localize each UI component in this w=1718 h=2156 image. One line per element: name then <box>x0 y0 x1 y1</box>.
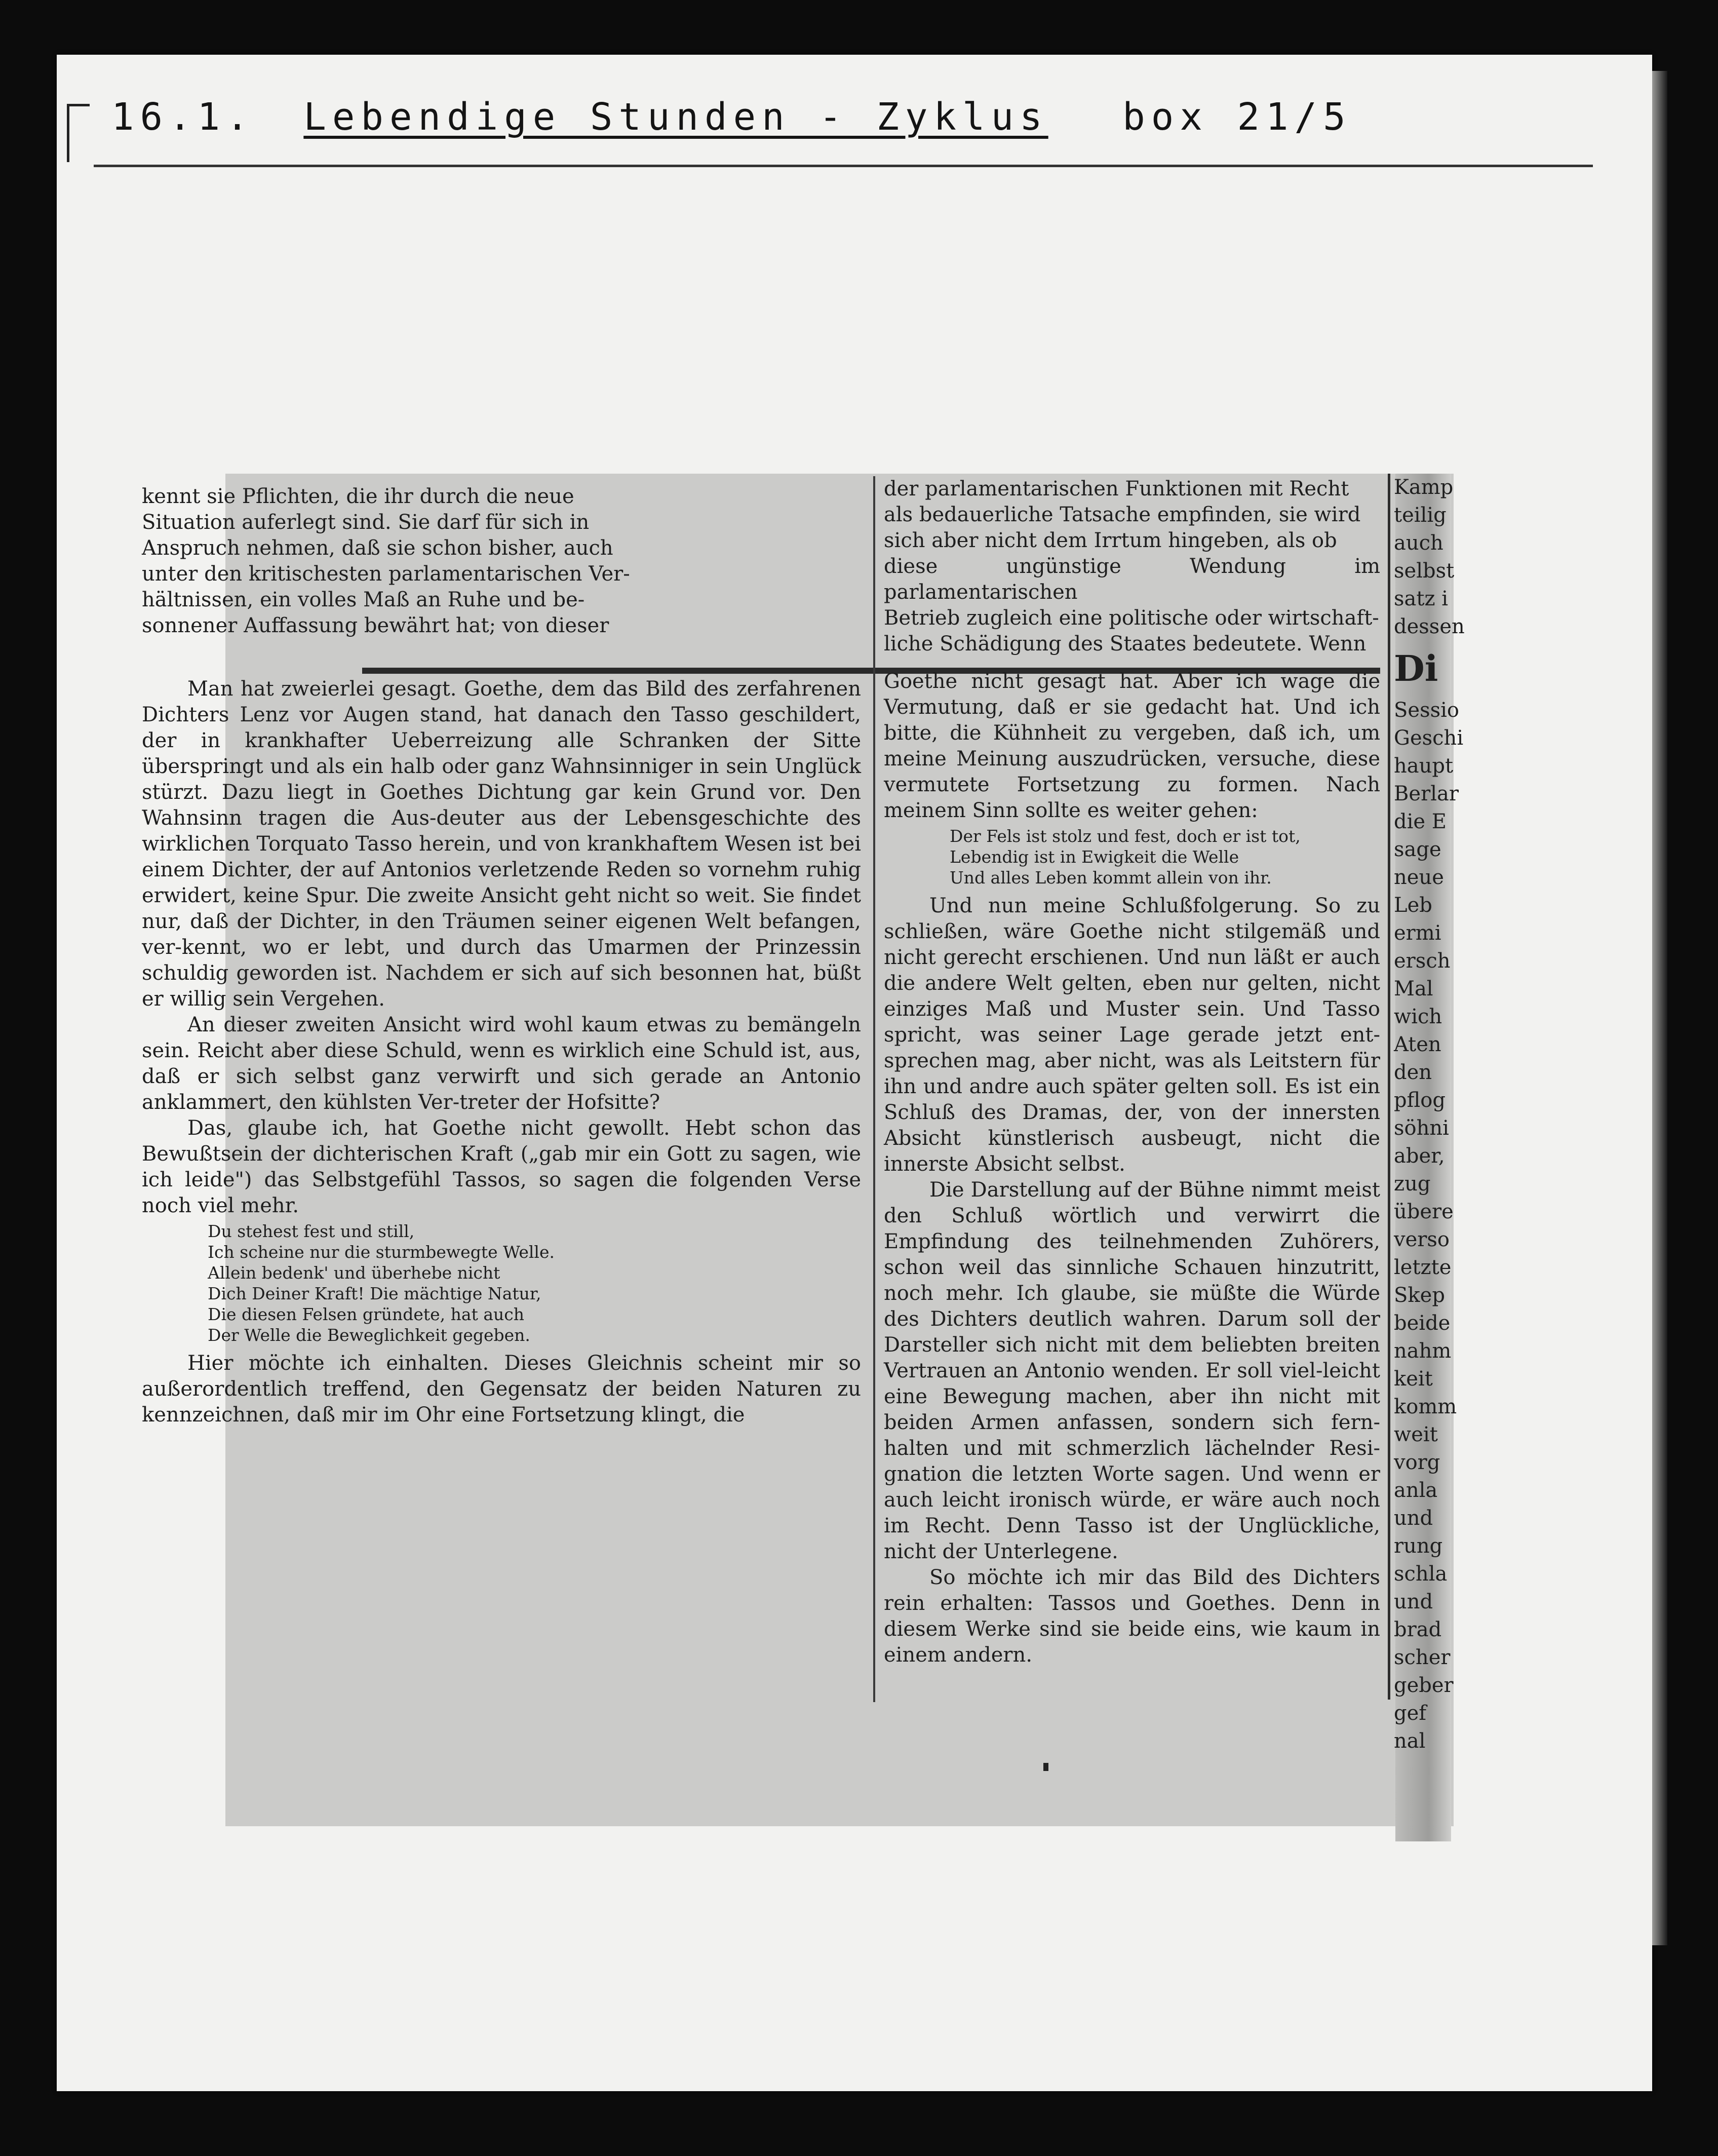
verse-line: Der Welle die Beweglichkeit gegeben. <box>208 1325 530 1345</box>
fragment-line: selbst <box>1394 559 1455 583</box>
box-label: box 21/5 <box>1122 95 1352 139</box>
fragment-line: die E <box>1394 810 1447 833</box>
fragment-line: rung <box>1394 1534 1443 1558</box>
text-line: sich aber nicht dem Irrtum hingeben, als ob <box>884 529 1337 552</box>
fragment-line: anla <box>1394 1479 1438 1502</box>
fragment-line: komm <box>1394 1395 1457 1418</box>
fragment-line: keit <box>1394 1367 1433 1391</box>
paragraph: Das, glaube ich, hat Goethe nicht gewollt. Hebt schon das Bewußtsein der dichterischen Kraft („gab mir ein Gott zu sagen, wie ich leide") das Selbstgefühl Tassos, so sagen die folgenden Verse noch viel mehr. <box>142 1116 861 1217</box>
paragraph: Man hat zweierlei gesagt. Goethe, dem das Bild des zerfahrenen Dichters Lenz vor Augen stand, hat danach den Tasso geschildert, der in krankhafter Ueberreizung alle Schranken der Sitte überspringt und als ein halb oder ganz Wahnsinniger in sein Unglück stürzt. Dazu liegt in Goethes Dichtung gar kein Grund vor. Den Wahnsinn tragen die Aus-deuter aus der Lebensgeschichte des wirklichen Torquato Tasso herein, und von krankhaftem Wesen ist bei einem Dichter, der auf Antonios verletzende Reden so vornehm ruhig erwidert, keine Spur. Die zweite Ansicht geht nicht so weit. Sie findet nur, daß der Dichter, in den Träumen seiner eigenen Welt befangen, ver-kennt, wo er lebt, und durch das Umarmen der Prinzessin schuldig geworden ist. Nachdem er sich auf sich besonnen hat, büßt er willig sein Vergehen. <box>142 677 861 1011</box>
fragment-line: zug <box>1394 1172 1431 1196</box>
collection-title: Lebendige Stunden - Zyklus <box>303 95 1048 139</box>
paragraph: An dieser zweiten Ansicht wird wohl kaum etwas zu bemängeln sein. Reicht aber diese Schuld, wenn es wirklich eine Schuld ist, aus, daß er sich selbst ganz verwirft und sich gerade an Antonio anklammert, den kühlsten Ver-treter der Hofsitte? <box>142 1013 861 1114</box>
paragraph: Hier möchte ich einhalten. Dieses Gleichnis scheint mir so außerordentlich treffend, den Gegensatz der beiden Naturen zu kennzeichnen, daß mir im Ohr eine Fortsetzung klingt, die <box>142 1352 861 1427</box>
column-top-left <box>142 484 861 639</box>
text-line: Anspruch nehmen, daß sie schon bisher, auch <box>142 536 613 560</box>
verse-line: Und alles Leben kommt allein von ihr. <box>950 868 1272 888</box>
fragment-line: dessen <box>1394 615 1465 638</box>
fragment-line: Berlar <box>1394 782 1459 805</box>
folder-number: 16.1. <box>111 95 255 139</box>
fragment-line: letzte <box>1394 1256 1452 1279</box>
fragment-line: beide <box>1394 1312 1451 1335</box>
text-line: unter den kritischesten parlamentarischen Ver- <box>142 562 630 586</box>
fragment-line: auch <box>1394 531 1443 555</box>
column-rule <box>873 476 875 1702</box>
fragment-line: Kamp <box>1394 476 1454 499</box>
fragment-line: satz i <box>1394 587 1449 610</box>
fragment-line: schla <box>1394 1562 1448 1586</box>
column-rule-right <box>1388 474 1390 1700</box>
fragment-line: Leb <box>1394 894 1432 917</box>
fragment-line: den <box>1394 1061 1432 1084</box>
fragment-heading: Di <box>1394 647 1438 689</box>
sheet-edge <box>1652 71 1667 1945</box>
text-line: diese ungünstige Wendung im parlamentarischen <box>884 555 1380 604</box>
fragment-line: aber, <box>1394 1144 1445 1168</box>
fragment-line: scher <box>1394 1646 1451 1669</box>
fragment-line: Sessio <box>1394 699 1460 722</box>
verse-line: Der Fels ist stolz und fest, doch er ist tot, <box>950 826 1301 846</box>
fragment-line: nal <box>1394 1729 1426 1753</box>
fragment-line: wich <box>1394 1005 1442 1028</box>
text-line: als bedauerliche Tatsache empfinden, sie wird <box>884 503 1361 526</box>
header-rule <box>94 165 1593 167</box>
paragraph: Goethe nicht gesagt hat. Aber ich wage die Vermutung, daß er sie gedacht hat. Und ich bitte, die Kühnheit zu vergeben, daß ich, um meine Meinung auszudrücken, versuche, diese vermutete Fortsetzung zu formen. Nach meinem Sinn sollte es weiter gehen: <box>884 670 1380 822</box>
fragment-line: und <box>1394 1507 1433 1530</box>
text-line: sonnener Auffassung bewährt hat; von dieser <box>142 614 609 637</box>
verse-line: Ich scheine nur die sturmbewegte Welle. <box>208 1242 555 1262</box>
verse-line: Allein bedenk' und überhebe nicht <box>208 1263 500 1283</box>
fragment-line: brad <box>1394 1618 1442 1641</box>
text-line: hältnissen, ein volles Maß an Ruhe und be- <box>142 588 585 611</box>
text-line: Situation auferlegt sind. Sie darf für sich in <box>142 511 590 534</box>
fragment-line: geber <box>1394 1674 1454 1697</box>
fragment-line: Aten <box>1394 1033 1441 1056</box>
fragment-line: haupt <box>1394 754 1454 778</box>
fragment-line: teilig <box>1394 504 1447 527</box>
fragment-line: söhni <box>1394 1116 1449 1140</box>
fragment-line: pflog <box>1394 1089 1446 1112</box>
header-bracket <box>67 104 90 162</box>
fragment-line: nahm <box>1394 1339 1452 1363</box>
paragraph: So möchte ich mir das Bild des Dichters rein erhalten: Tassos und Goethes. Denn in diesem Werke sind sie beide eins, wie kaum in einem andern. <box>884 1566 1380 1667</box>
text-line: der parlamentarischen Funktionen mit Recht <box>884 477 1349 500</box>
verse-block <box>950 826 1380 888</box>
verse-line: Dich Deiner Kraft! Die mächtige Natur, <box>208 1284 541 1303</box>
column-right-fragment <box>1394 474 1465 1753</box>
text-line: liche Schädigung des Staates bedeutete. Wenn <box>884 632 1366 656</box>
fragment-line: ermi <box>1394 921 1441 945</box>
paragraph: Die Darstellung auf der Bühne nimmt meist den Schluß wörtlich und verwirrt die Empfindung des teilnehmenden Zuhörers, schon weil das sinnliche Schauen hinzutritt, noch mehr. Ich glaube, sie müßte die Würde des Dichters deutlich wahren. Darum soll der Darsteller sich nicht mit dem beliebten breiten Vertrauen an Antonio wenden. Er soll viel-leicht eine Bewegung machen, aber ihn nicht mit beiden Armen anfassen, sondern sich fern-halten und mit schmerzlich lächelnder Resi-gnation die letzten Worte sagen. Und wenn er auch leicht ironisch würde, er wäre auch noch im Recht. Denn Tasso ist der Unglückliche, nicht der Unterlegene. <box>884 1178 1380 1563</box>
fragment-line: verso <box>1394 1228 1450 1251</box>
fragment-line: ersch <box>1394 949 1451 973</box>
fragment-line: Skep <box>1394 1284 1445 1307</box>
text-line: kennt sie Pflichten, die ihr durch die neue <box>142 485 574 508</box>
verse-line: Die diesen Felsen gründete, hat auch <box>208 1304 525 1324</box>
fragment-line: Mal <box>1394 977 1433 1000</box>
text-line: Betrieb zugleich eine politische oder wirtschaft- <box>884 606 1379 630</box>
verse-block <box>208 1221 861 1345</box>
fragment-line: vorg <box>1394 1451 1440 1474</box>
fragment-line: Geschi <box>1394 726 1464 750</box>
column-middle <box>884 669 1380 1668</box>
column-left <box>142 676 861 1428</box>
archive-header <box>111 95 1479 151</box>
fragment-line: neue <box>1394 866 1444 889</box>
verse-line: Du stehest fest und still, <box>208 1221 415 1241</box>
fragment-line: übere <box>1394 1200 1454 1223</box>
fragment-line: und <box>1394 1590 1433 1613</box>
column-top-middle <box>884 476 1380 657</box>
fragment-line: gef <box>1394 1702 1427 1725</box>
fragment-line: sage <box>1394 838 1441 861</box>
paragraph: Und nun meine Schlußfolgerung. So zu schließen, wäre Goethe nicht stilgemäß und nicht gerecht erschienen. Und nun läßt er auch die andere Welt gelten, eben nur gelten, nicht einziges Maß und Muster sein. Und Tasso spricht, was seiner Lage gerade jetzt ent-sprechen mag, aber nicht, was als Leitstern für ihn und andre auch später gelten soll. Es ist ein Schluß des Dramas, der, von der innersten Absicht künstlerisch ausbeugt, nicht die innerste Absicht selbst. <box>884 894 1380 1176</box>
fragment-line: weit <box>1394 1423 1438 1446</box>
ink-mark <box>1043 1763 1048 1771</box>
verse-line: Lebendig ist in Ewigkeit die Welle <box>950 847 1239 867</box>
